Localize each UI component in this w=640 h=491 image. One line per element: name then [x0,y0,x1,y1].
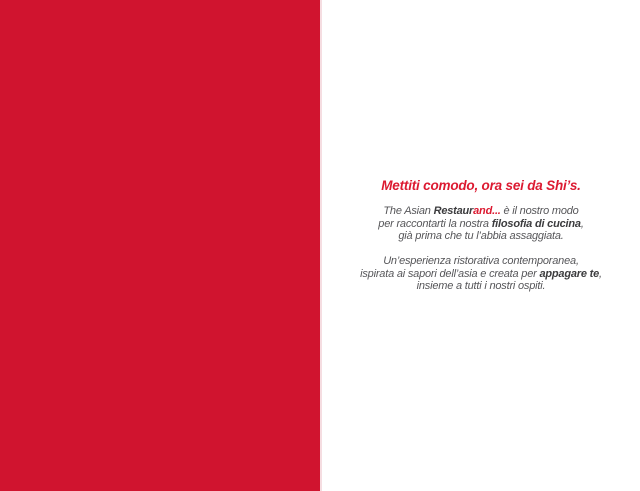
right-text-panel [322,0,640,491]
text-segment: , [580,217,584,230]
paragraph-line: Un’esperienza ristorativa contemporanea, [383,255,579,268]
text-segment: per raccontarti la nostra [378,217,492,230]
paragraph-intro [322,205,640,243]
page-title: Mettiti comodo, ora sei da Shi’s. [381,178,581,193]
paragraph-line: già prima che tu l’abbia assaggiata. [398,230,564,243]
text-segment: The Asian [383,205,434,217]
paragraph-experience [322,255,640,293]
paragraph-line [322,205,640,218]
paragraph-line [322,268,640,281]
text-segment-bold-red: and... [473,205,501,217]
paragraph-line [322,218,640,231]
text-segment: è il nostro modo [500,205,579,217]
text-segment-bold: filosofia di cucina [491,217,581,230]
paragraph-line: insieme a tutti i nostri ospiti. [416,280,546,293]
text-segment-bold: Restaur [433,205,474,217]
text-segment: , [599,267,602,280]
text-segment: ispirata ai sapori dell’asia e creata per [360,267,540,280]
text-segment-bold: appagare te [539,267,599,280]
intro-text-block [322,179,640,293]
